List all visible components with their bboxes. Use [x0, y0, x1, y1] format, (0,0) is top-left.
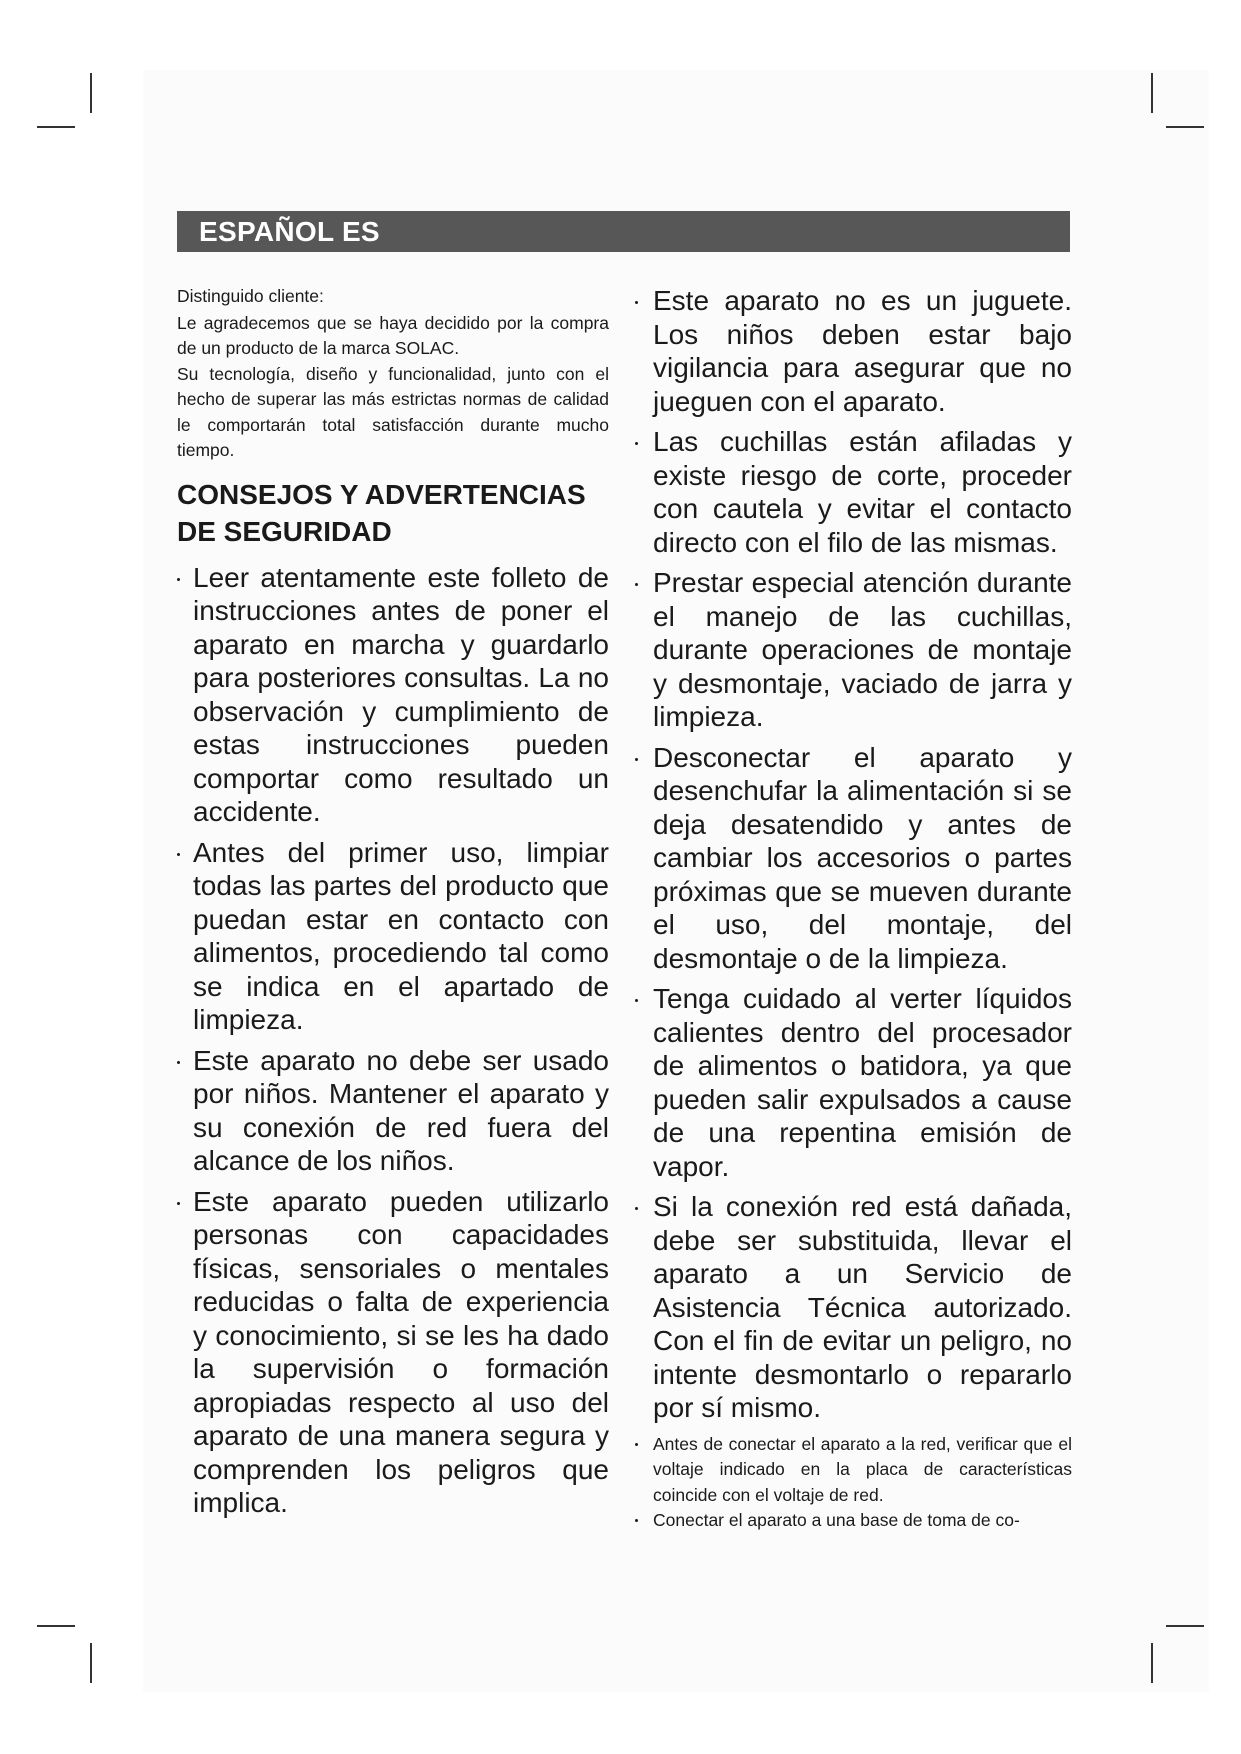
safety-item	[177, 561, 609, 829]
safety-item-text: Antes del primer uso, limpiar todas las partes del producto que puedan estar en contacto con alimentos, procediendo tal como se indica en el apartado de limpieza.	[193, 836, 609, 1035]
bullet-dot	[177, 1202, 180, 1205]
intro-paragraph-2: Su tecnología, diseño y funcionalidad, junto con el hecho de superar las más estrictas normas de calidad le comportarán total satisfacción durante mucho tiempo.	[177, 363, 609, 460]
bullet-dot	[635, 1519, 638, 1522]
safety-item-text: Conectar el aparato a una base de toma de co-	[653, 1510, 1020, 1530]
language-header-bar	[177, 211, 1070, 252]
bullet-dot	[635, 1443, 638, 1446]
crop-mark-top-right-h	[1166, 126, 1204, 128]
safety-item-small	[635, 1508, 1072, 1534]
crop-mark-top-left-v	[90, 73, 92, 113]
safety-item-text: Desconectar el aparato y desenchufar la alimentación si se deja desatendido y antes de cambiar los accesorios o partes próximas que se mueven durante el uso, del montaje, del desmontaje o de la limpieza.	[653, 741, 1072, 974]
language-header-label: ESPAÑOL ES	[199, 216, 380, 247]
right-column	[635, 284, 1072, 1534]
safety-item-text: Las cuchillas están afiladas y existe riesgo de corte, proceder con cautela y evitar el contacto directo con el filo de las mismas.	[653, 426, 1072, 558]
crop-mark-bottom-right-v	[1151, 1643, 1153, 1683]
bullet-dot	[177, 853, 180, 856]
safety-item-text: Este aparato no debe ser usado por niños. Mantener el aparato y su conexión de red fuera del alcance de los niños.	[193, 1044, 609, 1176]
safety-item-text: Prestar especial atención durante el manejo de las cuchillas, durante operaciones de montaje y desmontaje, vaciado de jarra y limpieza.	[653, 567, 1072, 732]
intro-greeting: Distinguido cliente:	[177, 286, 324, 306]
intro-block	[177, 284, 609, 464]
safety-item	[177, 836, 609, 1037]
crop-mark-top-right-v	[1151, 73, 1153, 113]
intro-paragraph-1: Le agradecemos que se haya decidido por la compra de un producto de la marca SOLAC.	[177, 312, 609, 358]
bullet-dot	[635, 583, 638, 586]
safety-item	[177, 1185, 609, 1520]
safety-item-text: Este aparato no es un juguete. Los niños deben estar bajo vigilancia para asegurar que no jueguen con el aparato.	[653, 285, 1072, 417]
left-column	[177, 284, 609, 1527]
safety-list-right	[635, 284, 1072, 1534]
bullet-dot	[635, 1207, 638, 1210]
bullet-dot	[635, 301, 638, 304]
crop-mark-bottom-left-v	[90, 1643, 92, 1683]
safety-item	[177, 1044, 609, 1178]
crop-mark-top-left-h	[37, 126, 75, 128]
safety-section-title: CONSEJOS Y ADVERTENCIAS DE SEGURIDAD	[177, 478, 586, 547]
bullet-dot	[177, 578, 180, 581]
safety-item-text: Antes de conectar el aparato a la red, verificar que el voltaje indicado en la placa de características coincide con el voltaje de red.	[653, 1433, 1072, 1505]
bullet-dot	[635, 999, 638, 1002]
safety-item	[635, 982, 1072, 1183]
bullet-dot	[635, 758, 638, 761]
safety-item	[635, 1190, 1072, 1425]
safety-list-left	[177, 561, 609, 1520]
bullet-dot	[635, 442, 638, 445]
safety-item-text: Este aparato pueden utilizarlo personas con capacidades físicas, sensoriales o mentales reducidas o falta de experiencia y conocimiento, si se les ha dado la supervisión o formación apropiadas respecto al uso del aparato de una manera segura y comprenden los peligros que implica.	[193, 1185, 609, 1518]
crop-mark-bottom-left-h	[37, 1625, 75, 1627]
safety-item-text: Tenga cuidado al verter líquidos calientes dentro del procesador de alimentos o batidora, ya que pueden salir expulsados a cause de una repentina emisión de vapor.	[653, 983, 1072, 1182]
crop-mark-bottom-right-h	[1166, 1625, 1204, 1627]
safety-item	[635, 284, 1072, 418]
safety-item-small	[635, 1432, 1072, 1509]
safety-item	[635, 425, 1072, 559]
safety-item-text: Leer atentamente este folleto de instrucciones antes de poner el aparato en marcha y guardarlo para posteriores consultas. La no observación y cumplimiento de estas instrucciones pueden comportar como resultado un accidente.	[193, 561, 609, 827]
bullet-dot	[177, 1061, 180, 1064]
safety-item	[635, 741, 1072, 976]
safety-item-text: Si la conexión red está dañada, debe ser substituida, llevar el aparato a un Servicio de Asistencia Técnica autorizado. Con el fin de evitar un peligro, no intente desmontarlo o repararlo por sí mismo.	[653, 1191, 1072, 1423]
safety-item	[635, 566, 1072, 734]
